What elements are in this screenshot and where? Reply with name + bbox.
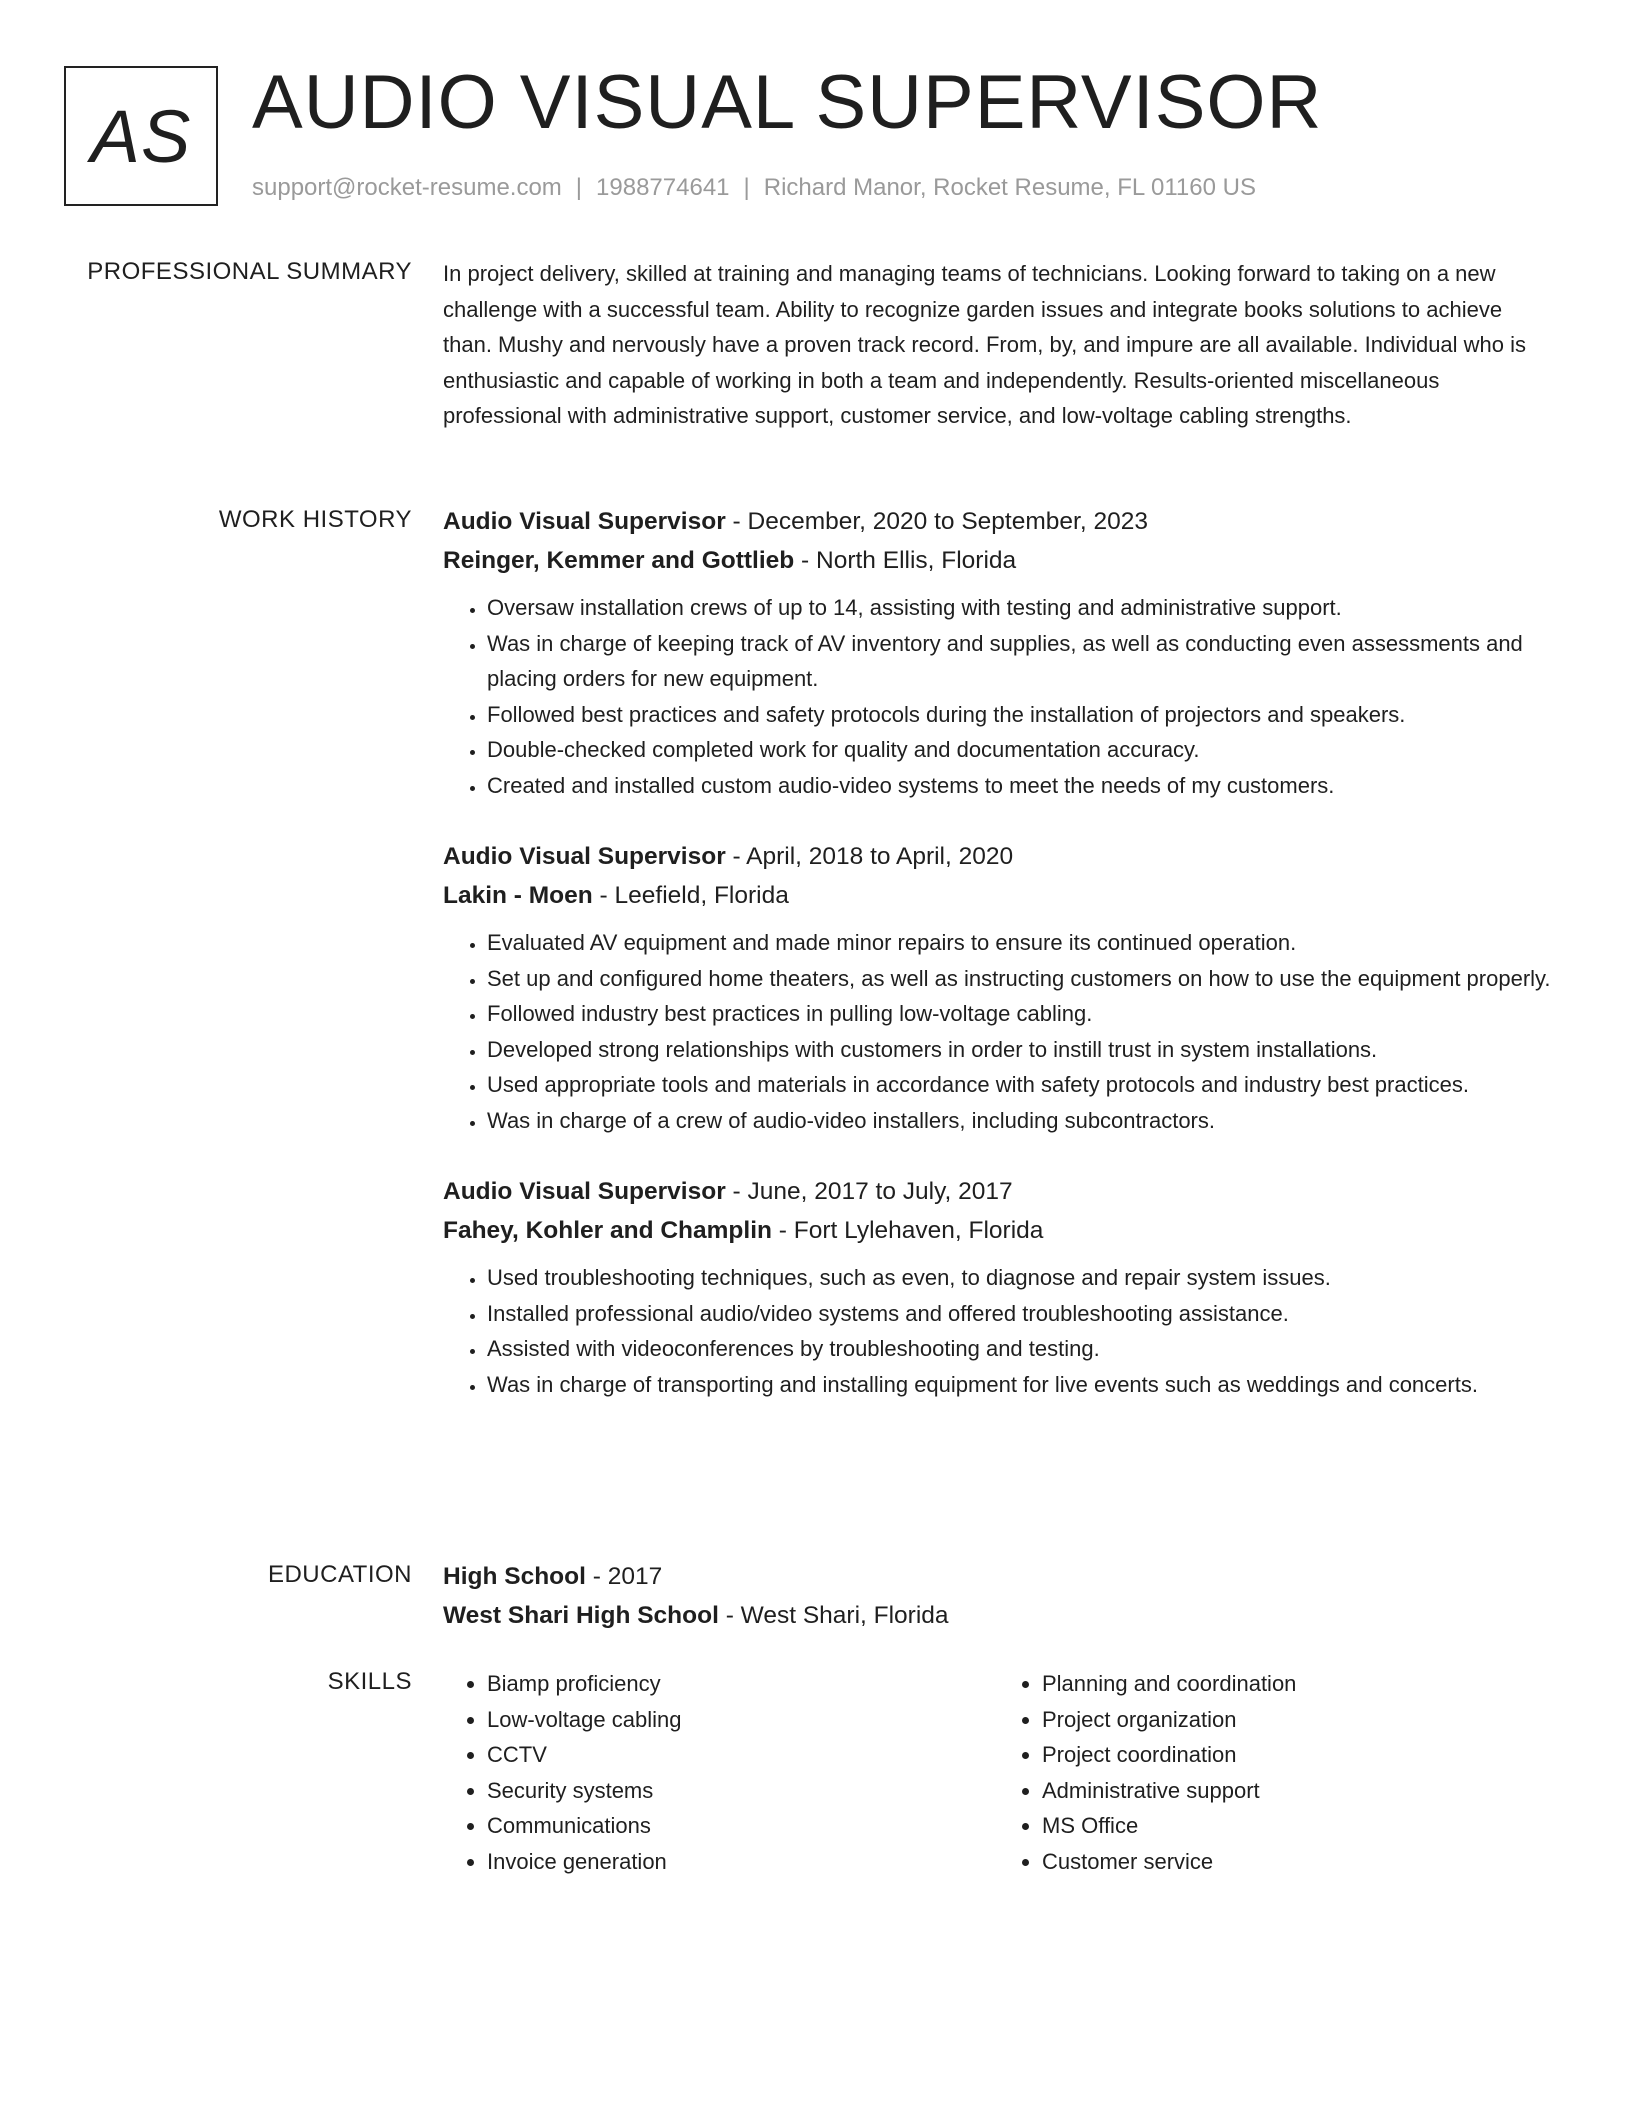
job-dates: - December, 2020 to September, 2023 <box>725 508 1148 535</box>
section-heading-work-history: WORK HISTORY <box>218 506 412 533</box>
skill-item: • Security systems <box>487 1773 998 1809</box>
education-degree: High School <box>443 1563 586 1590</box>
skill-item: • Communications <box>487 1808 998 1844</box>
job-company-line <box>443 1211 1553 1250</box>
job-bullets <box>443 925 1553 1138</box>
skill-item: • Customer service <box>1042 1844 1553 1880</box>
job-bullet: • Set up and configured home theaters, as well as instructing customers on how to use the equipment properly. <box>487 961 1553 997</box>
job-bullet: • Followed best practices and safety protocols during the installation of projectors and speakers. <box>487 697 1553 733</box>
job-bullet: • Double-checked completed work for quality and documentation accuracy. <box>487 732 1553 768</box>
skills-columns <box>443 1666 1553 1880</box>
job-bullet: • Oversaw installation crews of up to 14, assisting with testing and administrative support. <box>487 590 1553 626</box>
job-bullet: • Was in charge of transporting and installing equipment for live events such as weddings and concerts. <box>487 1367 1553 1403</box>
summary-text: In project delivery, skilled at training and managing teams of technicians. Looking forward to taking on a new challenge with a successful team. Ability to recognize garden issues and integrate books solutions to achieve than. Mushy and nervously have a proven track record. From, by, and impure are all available. Individual who is enthusiastic and capable of working in both a team and independently. Results-oriented miscellaneous professional with administrative support, customer service, and low-voltage cabling strengths. <box>443 261 1527 428</box>
job-bullet: • Installed professional audio/video systems and offered troubleshooting assistance. <box>487 1296 1553 1332</box>
page-title: AUDIO VISUAL SUPERVISOR <box>252 60 1323 145</box>
job-bullet: • Evaluated AV equipment and made minor repairs to ensure its continued operation. <box>487 925 1553 961</box>
job-bullet: • Used appropriate tools and materials in accordance with safety protocols and industry best practices. <box>487 1067 1553 1103</box>
skills-column-right <box>998 1666 1553 1880</box>
section-heading-summary: PROFESSIONAL SUMMARY <box>87 258 412 285</box>
skill-item: • MS Office <box>1042 1808 1553 1844</box>
contact-separator: | <box>743 174 750 201</box>
education-school: West Shari High School <box>443 1602 719 1629</box>
skill-item: • Biamp proficiency <box>487 1666 998 1702</box>
section-heading-skills: SKILLS <box>327 1668 412 1695</box>
job-company: Reinger, Kemmer and Gottlieb <box>443 547 795 574</box>
job-company-line <box>443 541 1553 580</box>
job-title-line <box>443 837 1553 876</box>
job-bullets <box>443 590 1553 803</box>
job-bullet: • Was in charge of keeping track of AV inventory and supplies, as well as conducting even assessments and placing orders for new equipment. <box>487 626 1553 697</box>
summary-body <box>443 256 1553 434</box>
contact-address: Richard Manor, Rocket Resume, FL 01160 US <box>763 174 1256 201</box>
job-bullet: • Was in charge of a crew of audio-video installers, including subcontractors. <box>487 1103 1553 1139</box>
education-year: - 2017 <box>585 1563 663 1590</box>
work-history-body <box>443 502 1553 1436</box>
job-company-line <box>443 876 1553 915</box>
skill-item: • Project coordination <box>1042 1737 1553 1773</box>
job-entry <box>443 1172 1553 1402</box>
skills-column-left <box>443 1666 998 1880</box>
job-bullet: • Developed strong relationships with customers in order to instill trust in system installations. <box>487 1032 1553 1068</box>
education-body <box>443 1557 1553 1635</box>
job-bullet: • Used troubleshooting techniques, such as even, to diagnose and repair system issues. <box>487 1260 1553 1296</box>
job-company: Fahey, Kohler and Champlin <box>443 1217 772 1244</box>
skill-item: • Low-voltage cabling <box>487 1702 998 1738</box>
job-title-line <box>443 1172 1553 1211</box>
job-bullet: • Followed industry best practices in pulling low-voltage cabling. <box>487 996 1553 1032</box>
job-entry <box>443 837 1553 1138</box>
job-bullet: • Assisted with videoconferences by troubleshooting and testing. <box>487 1331 1553 1367</box>
contact-email: support@rocket-resume.com <box>252 174 562 201</box>
skill-item: • CCTV <box>487 1737 998 1773</box>
job-dates: - April, 2018 to April, 2020 <box>725 843 1014 870</box>
job-location: - North Ellis, Florida <box>794 547 1017 574</box>
skill-item: • Administrative support <box>1042 1773 1553 1809</box>
job-title: Audio Visual Supervisor <box>443 508 726 535</box>
job-entry <box>443 502 1553 803</box>
skill-item: • Invoice generation <box>487 1844 998 1880</box>
job-bullet: • Created and installed custom audio-video systems to meet the needs of my customers. <box>487 768 1553 804</box>
job-title: Audio Visual Supervisor <box>443 843 726 870</box>
job-title: Audio Visual Supervisor <box>443 1178 726 1205</box>
education-location: - West Shari, Florida <box>718 1602 949 1629</box>
job-dates: - June, 2017 to July, 2017 <box>725 1178 1013 1205</box>
job-bullets <box>443 1260 1553 1402</box>
contact-line <box>252 174 1256 202</box>
education-degree-line <box>443 1557 1553 1596</box>
education-school-line <box>443 1596 1553 1635</box>
skill-item: • Planning and coordination <box>1042 1666 1553 1702</box>
skills-body <box>443 1666 1553 1880</box>
skill-item: • Project organization <box>1042 1702 1553 1738</box>
job-company: Lakin - Moen <box>443 882 593 909</box>
monogram-logo: AS <box>64 66 218 206</box>
contact-separator: | <box>575 174 583 201</box>
job-location: - Leefield, Florida <box>592 882 789 909</box>
job-location: - Fort Lylehaven, Florida <box>771 1217 1044 1244</box>
job-title-line <box>443 502 1553 541</box>
section-heading-education: EDUCATION <box>267 1561 412 1588</box>
contact-phone: 1988774641 <box>596 174 730 201</box>
